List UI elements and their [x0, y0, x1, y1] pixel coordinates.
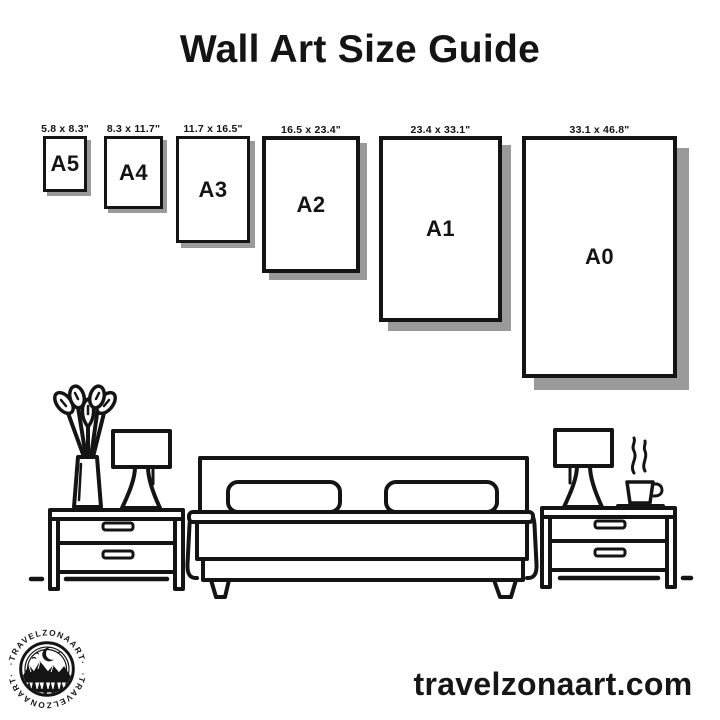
frame-size-label: A1: [425, 216, 456, 241]
brand-logo: [1, 623, 93, 715]
vase-icon: [74, 457, 101, 507]
frame-size-label: A2: [296, 191, 326, 217]
mattress: [197, 522, 527, 559]
frame-size-label: A3: [198, 176, 228, 202]
nightstand-right: [542, 508, 675, 587]
frame-size-label: A5: [50, 151, 80, 176]
bed-icon: [187, 458, 536, 597]
coffee-cup-icon: [618, 438, 663, 506]
table-lamp-left-icon: [113, 431, 170, 508]
frame-dimension-label: 23.4 x 33.1": [410, 124, 471, 136]
frame-dimension-label: 11.7 x 16.5": [183, 123, 243, 135]
frame-dimension-label: 33.1 x 46.8": [569, 124, 630, 136]
bed-leg-left: [211, 580, 229, 597]
frame-dimension-label: 8.3 x 11.7": [106, 123, 161, 135]
frame-size-label: A0: [584, 244, 615, 269]
steam-icon: [632, 438, 635, 473]
bed-base: [203, 559, 523, 580]
pillow-left: [228, 482, 340, 512]
table-lamp-right-icon: [555, 430, 612, 507]
plant-icon: [51, 385, 119, 457]
steam-icon: [644, 441, 646, 471]
frame-size-label: A4: [118, 159, 149, 185]
bed-leg-right: [494, 580, 516, 597]
website-url: travelzonaart.com: [413, 666, 693, 702]
page-title: Wall Art Size Guide: [179, 28, 541, 71]
frame-dimension-label: 16.5 x 23.4": [281, 124, 341, 136]
frame-dimension-label: 5.8 x 8.3": [41, 123, 89, 135]
logo-arc-text-bottom: ·TRAVELZONAART·: [5, 672, 89, 711]
pillow-right: [386, 482, 497, 512]
logo-arc-text-top: ·TRAVELZONAART·: [5, 627, 89, 666]
